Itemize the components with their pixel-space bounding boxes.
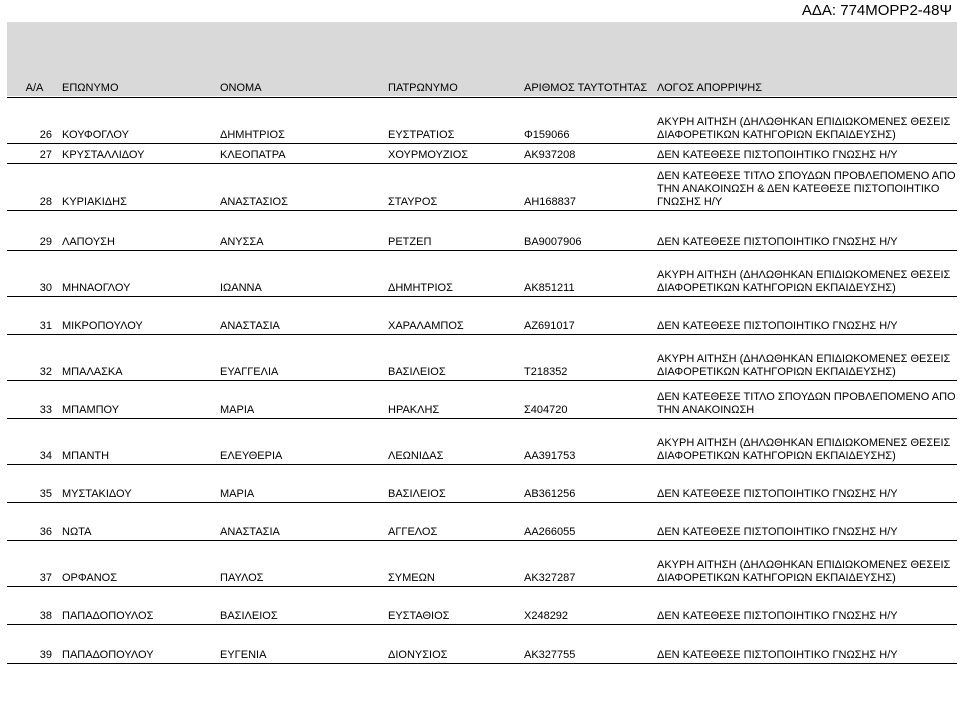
- cell-father: ΧΑΡΑΛΑΜΠΟΣ: [386, 297, 522, 335]
- table-row: [7, 98, 957, 144]
- cell-aa: 33: [7, 381, 60, 419]
- cell-id: Τ218352: [522, 335, 655, 381]
- table-body: [7, 98, 957, 664]
- table-row: [7, 381, 957, 419]
- table-row: [7, 211, 957, 251]
- cell-aa: 31: [7, 297, 60, 335]
- cell-surname: ΟΡΦΑΝΟΣ: [60, 541, 218, 587]
- cell-father: ΔΗΜΗΤΡΙΟΣ: [386, 251, 522, 297]
- col-header-id: ΑΡΙΘΜΟΣ ΤΑΥΤΟΤΗΤΑΣ: [522, 75, 655, 98]
- cell-surname: ΠΑΠΑΔΟΠΟΥΛΟΥ: [60, 625, 218, 664]
- cell-id: Φ159066: [522, 98, 655, 144]
- cell-name: ΔΗΜΗΤΡΙΟΣ: [218, 98, 386, 144]
- cell-reason: ΑΚΥΡΗ ΑΙΤΗΣΗ (ΔΗΛΩΘΗΚΑΝ ΕΠΙΔΙΩΚΟΜΕΝΕΣ ΘΕΣΕΙΣ ΔΙΑΦΟΡΕΤΙΚΩΝ ΚΑΤΗΓΟΡΙΩΝ ΕΚΠΑΙΔΕΥΣΗΣ): [655, 98, 957, 144]
- table-row: [7, 144, 957, 164]
- cell-aa: 35: [7, 465, 60, 503]
- cell-name: ΕΥΓΕΝΙΑ: [218, 625, 386, 664]
- table-row: [7, 465, 957, 503]
- col-header-aa: Α/Α: [7, 75, 60, 98]
- cell-father: ΕΥΣΤΑΘΙΟΣ: [386, 587, 522, 625]
- cell-name: ΠΑΥΛΟΣ: [218, 541, 386, 587]
- cell-reason: ΔΕΝ ΚΑΤΕΘΕΣΕ ΠΙΣΤΟΠΟΙΗΤΙΚΟ ΓΝΩΣΗΣ Η/Υ: [655, 144, 957, 164]
- cell-surname: ΛΑΠΟΥΣΗ: [60, 211, 218, 251]
- table-header-row: [7, 75, 957, 98]
- cell-reason: ΔΕΝ ΚΑΤΕΘΕΣΕ ΤΙΤΛΟ ΣΠΟΥΔΩΝ ΠΡΟΒΛΕΠΟΜΕΝΟ ΑΠΟ ΤΗΝ ΑΝΑΚΟΙΝΩΣΗ: [655, 381, 957, 419]
- cell-aa: 27: [7, 144, 60, 164]
- col-header-father: ΠΑΤΡΩΝΥΜΟ: [386, 75, 522, 98]
- rejections-table: [7, 75, 957, 664]
- cell-aa: 39: [7, 625, 60, 664]
- cell-reason: ΔΕΝ ΚΑΤΕΘΕΣΕ ΠΙΣΤΟΠΟΙΗΤΙΚΟ ΓΝΩΣΗΣ Η/Υ: [655, 211, 957, 251]
- cell-aa: 30: [7, 251, 60, 297]
- cell-father: ΛΕΩΝΙΔΑΣ: [386, 419, 522, 465]
- cell-reason: ΔΕΝ ΚΑΤΕΘΕΣΕ ΤΙΤΛΟ ΣΠΟΥΔΩΝ ΠΡΟΒΛΕΠΟΜΕΝΟ ΑΠΟ ΤΗΝ ΑΝΑΚΟΙΝΩΣΗ & ΔΕΝ ΚΑΤΕΘΕΣΕ ΠΙΣΤΟΠΟΙΗΤΙΚΟ ΓΝΩΣΗΣ Η/Υ: [655, 164, 957, 211]
- cell-name: ΕΛΕΥΘΕΡΙΑ: [218, 419, 386, 465]
- cell-surname: ΜΗΝΑΟΓΛΟΥ: [60, 251, 218, 297]
- cell-id: ΑΚ851211: [522, 251, 655, 297]
- cell-name: ΑΝΥΣΣΑ: [218, 211, 386, 251]
- cell-reason: ΑΚΥΡΗ ΑΙΤΗΣΗ (ΔΗΛΩΘΗΚΑΝ ΕΠΙΔΙΩΚΟΜΕΝΕΣ ΘΕΣΕΙΣ ΔΙΑΦΟΡΕΤΙΚΩΝ ΚΑΤΗΓΟΡΙΩΝ ΕΚΠΑΙΔΕΥΣΗΣ): [655, 419, 957, 465]
- cell-name: ΜΑΡΙΑ: [218, 465, 386, 503]
- col-header-reason: ΛΟΓΟΣ ΑΠΟΡΡΙΨΗΣ: [655, 75, 957, 98]
- table-row: [7, 419, 957, 465]
- cell-id: ΑΑ266055: [522, 503, 655, 541]
- table-row: [7, 625, 957, 664]
- cell-father: ΗΡΑΚΛΗΣ: [386, 381, 522, 419]
- table-row: [7, 541, 957, 587]
- cell-reason: ΔΕΝ ΚΑΤΕΘΕΣΕ ΠΙΣΤΟΠΟΙΗΤΙΚΟ ΓΝΩΣΗΣ Η/Υ: [655, 625, 957, 664]
- cell-surname: ΚΥΡΙΑΚΙΔΗΣ: [60, 164, 218, 211]
- cell-father: ΣΥΜΕΩΝ: [386, 541, 522, 587]
- cell-surname: ΝΩΤΑ: [60, 503, 218, 541]
- cell-father: ΒΑΣΙΛΕΙΟΣ: [386, 465, 522, 503]
- cell-surname: ΜΠΑΜΠΟΥ: [60, 381, 218, 419]
- table-row: [7, 297, 957, 335]
- cell-surname: ΜΥΣΤΑΚΙΔΟΥ: [60, 465, 218, 503]
- cell-id: ΑΗ168837: [522, 164, 655, 211]
- cell-id: Χ248292: [522, 587, 655, 625]
- cell-reason: ΑΚΥΡΗ ΑΙΤΗΣΗ (ΔΗΛΩΘΗΚΑΝ ΕΠΙΔΙΩΚΟΜΕΝΕΣ ΘΕΣΕΙΣ ΔΙΑΦΟΡΕΤΙΚΩΝ ΚΑΤΗΓΟΡΙΩΝ ΕΚΠΑΙΔΕΥΣΗΣ): [655, 251, 957, 297]
- cell-name: ΑΝΑΣΤΑΣΙΟΣ: [218, 164, 386, 211]
- cell-aa: 28: [7, 164, 60, 211]
- cell-reason: ΔΕΝ ΚΑΤΕΘΕΣΕ ΠΙΣΤΟΠΟΙΗΤΙΚΟ ΓΝΩΣΗΣ Η/Υ: [655, 465, 957, 503]
- cell-reason: ΑΚΥΡΗ ΑΙΤΗΣΗ (ΔΗΛΩΘΗΚΑΝ ΕΠΙΔΙΩΚΟΜΕΝΕΣ ΘΕΣΕΙΣ ΔΙΑΦΟΡΕΤΙΚΩΝ ΚΑΤΗΓΟΡΙΩΝ ΕΚΠΑΙΔΕΥΣΗΣ): [655, 541, 957, 587]
- cell-id: ΑΚ327287: [522, 541, 655, 587]
- cell-surname: ΠΑΠΑΔΟΠΟΥΛΟΣ: [60, 587, 218, 625]
- cell-id: ΑΖ691017: [522, 297, 655, 335]
- cell-id: Σ404720: [522, 381, 655, 419]
- cell-name: ΚΛΕΟΠΑΤΡΑ: [218, 144, 386, 164]
- cell-father: ΧΟΥΡΜΟΥΖΙΟΣ: [386, 144, 522, 164]
- table-row: [7, 587, 957, 625]
- cell-name: ΒΑΣΙΛΕΙΟΣ: [218, 587, 386, 625]
- cell-id: ΑΚ327755: [522, 625, 655, 664]
- cell-name: ΙΩΑΝΝΑ: [218, 251, 386, 297]
- cell-reason: ΔΕΝ ΚΑΤΕΘΕΣΕ ΠΙΣΤΟΠΟΙΗΤΙΚΟ ΓΝΩΣΗΣ Η/Υ: [655, 503, 957, 541]
- cell-father: ΡΕΤΖΕΠ: [386, 211, 522, 251]
- cell-surname: ΜΠΑΝΤΗ: [60, 419, 218, 465]
- col-header-name: ΟΝΟΜΑ: [218, 75, 386, 98]
- cell-surname: ΜΙΚΡΟΠΟΥΛΟΥ: [60, 297, 218, 335]
- cell-surname: ΜΠΑΛΑΣΚΑ: [60, 335, 218, 381]
- ada-number: ΑΔΑ: 774ΜΟΡΡ2-48Ψ: [801, 2, 952, 19]
- cell-id: ΑΒ361256: [522, 465, 655, 503]
- cell-father: ΒΑΣΙΛΕΙΟΣ: [386, 335, 522, 381]
- cell-name: ΑΝΑΣΤΑΣΙΑ: [218, 503, 386, 541]
- cell-father: ΑΓΓΕΛΟΣ: [386, 503, 522, 541]
- cell-reason: ΔΕΝ ΚΑΤΕΘΕΣΕ ΠΙΣΤΟΠΟΙΗΤΙΚΟ ΓΝΩΣΗΣ Η/Υ: [655, 587, 957, 625]
- cell-father: ΣΤΑΥΡΟΣ: [386, 164, 522, 211]
- table-row: [7, 251, 957, 297]
- cell-father: ΕΥΣΤΡΑΤΙΟΣ: [386, 98, 522, 144]
- cell-aa: 32: [7, 335, 60, 381]
- cell-surname: ΚΟΥΦΟΓΛΟΥ: [60, 98, 218, 144]
- cell-id: ΑΑ391753: [522, 419, 655, 465]
- table-row: [7, 335, 957, 381]
- cell-id: ΒΑ9007906: [522, 211, 655, 251]
- cell-id: ΑΚ937208: [522, 144, 655, 164]
- cell-aa: 29: [7, 211, 60, 251]
- cell-aa: 34: [7, 419, 60, 465]
- cell-aa: 37: [7, 541, 60, 587]
- cell-reason: ΔΕΝ ΚΑΤΕΘΕΣΕ ΠΙΣΤΟΠΟΙΗΤΙΚΟ ΓΝΩΣΗΣ Η/Υ: [655, 297, 957, 335]
- table-row: [7, 503, 957, 541]
- cell-surname: ΚΡΥΣΤΑΛΛΙΔΟΥ: [60, 144, 218, 164]
- cell-aa: 36: [7, 503, 60, 541]
- table-row: [7, 164, 957, 211]
- col-header-surname: ΕΠΩΝΥΜΟ: [60, 75, 218, 98]
- cell-father: ΔΙΟΝΥΣΙΟΣ: [386, 625, 522, 664]
- cell-name: ΑΝΑΣΤΑΣΙΑ: [218, 297, 386, 335]
- cell-name: ΕΥΑΓΓΕΛΙΑ: [218, 335, 386, 381]
- cell-name: ΜΑΡΙΑ: [218, 381, 386, 419]
- cell-aa: 38: [7, 587, 60, 625]
- cell-aa: 26: [7, 98, 60, 144]
- cell-reason: ΑΚΥΡΗ ΑΙΤΗΣΗ (ΔΗΛΩΘΗΚΑΝ ΕΠΙΔΙΩΚΟΜΕΝΕΣ ΘΕΣΕΙΣ ΔΙΑΦΟΡΕΤΙΚΩΝ ΚΑΤΗΓΟΡΙΩΝ ΕΚΠΑΙΔΕΥΣΗΣ): [655, 335, 957, 381]
